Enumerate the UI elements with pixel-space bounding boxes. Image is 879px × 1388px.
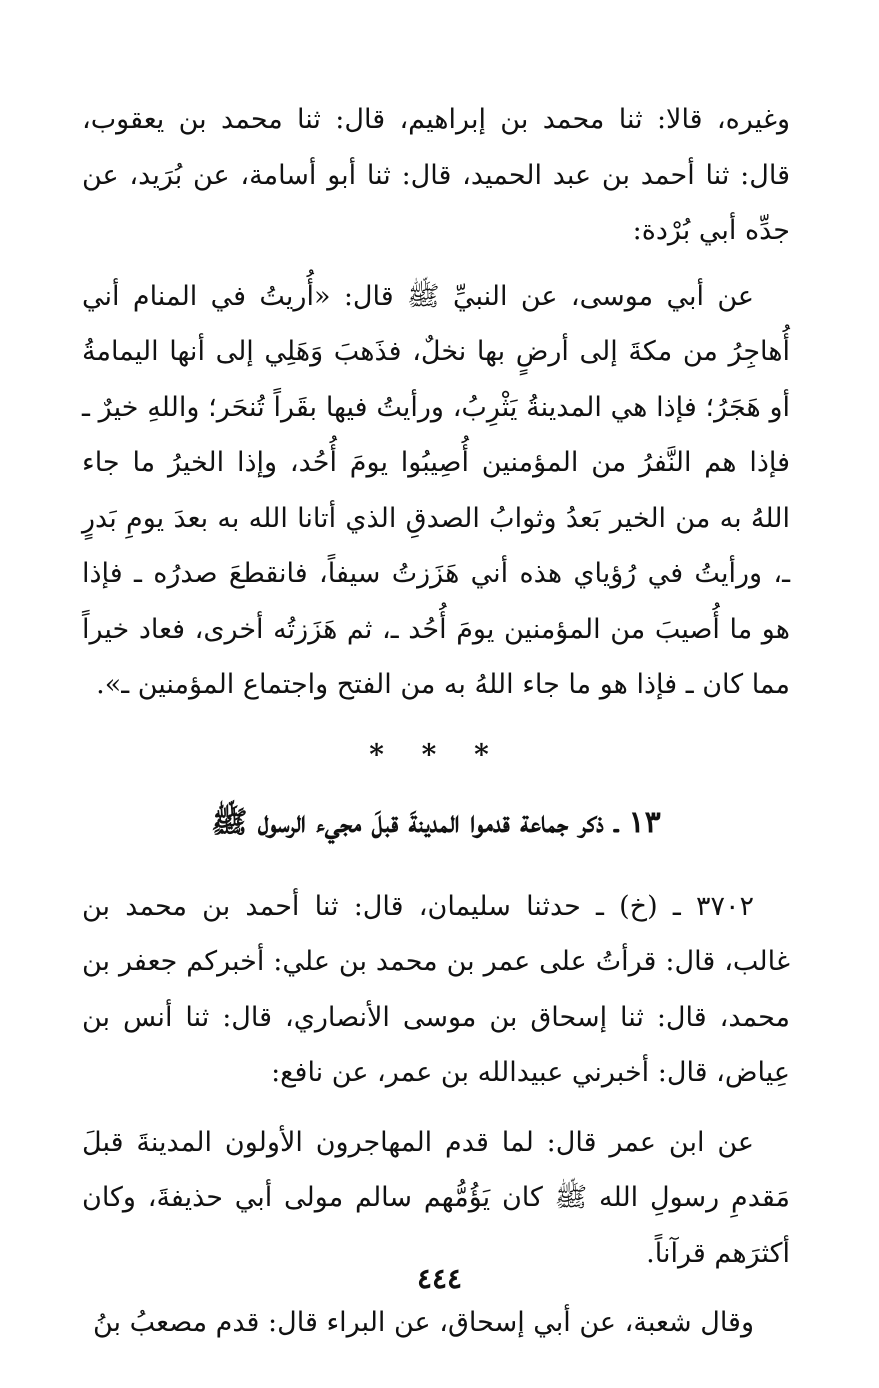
hadith-text-paragraph: عن أبي موسى، عن النبيِّ ﷺ قال: «أُريتُ في المنام أني أُهاجِرُ من مكةَ إلى أرضٍ بها نخلٌ، فذَهبَ وَهَلِي إلى أنها اليمامةُ أو هَجَرُ؛ فإذا هي المدينةُ يَثْرِبُ، ورأيتُ فيها بقَراً تُنحَر؛ واللهِ خيرٌ ـ فإذا هم النَّفرُ من المؤمنين أُصِيبُوا يومَ أُحُد، وإذا الخيرُ ما جاء اللهُ به من الخير بَعدُ وثوابُ الصدقِ الذي أتانا الله به بعدَ يومِ بَدرٍ ـ، ورأيتُ في رُؤياي هذه أني هَزَزتُ سيفاً، فانقطعَ صدرُه ـ فإذا هو ما أُصيبَ من المؤمنين يومَ أُحُد ـ، ثم هَزَزتُه أخرى، فعاد خيراً مما كان ـ فإذا هو ما جاء اللهُ به من الفتح واجتماع المؤمنين ـ». [82, 280, 790, 700]
hadith-matn-paragraph: عن ابن عمر قال: لما قدم المهاجرون الأولون المدينةَ قبلَ مَقدمِ رسولِ الله ﷺ كان يَؤُمُّهم سالم مولى أبي حذيفةَ، وكان أكثرَهم قرآناً. [82, 1126, 790, 1269]
page-body [82, 92, 790, 1351]
next-narration-paragraph: وقال شعبة، عن أبي إسحاق، عن البراء قال: قدم مصعبُ بنُ [93, 1307, 754, 1338]
page-number: ٤٤٤ [416, 1262, 463, 1295]
section-heading: ١٣ ـ ذكر جماعة قدموا المدينةَ قبلَ مجيء الرسول ﷺ [211, 804, 661, 840]
section-separator: * * * [369, 737, 503, 771]
isnad-continuation-paragraph: وغيره، قالا: ثنا محمد بن إبراهيم، قال: ثنا محمد بن يعقوب، قال: ثنا أحمد بن عبد الحميد، قال: ثنا أبو أسامة، عن بُرَيد، عن جدِّه أبي بُرْدة: [82, 104, 790, 246]
hadith-number-isnad-paragraph: ٣٧٠٢ ـ (خ) ـ حدثنا سليمان، قال: ثنا أحمد بن محمد بن غالب، قال: قرأتُ على عمر بن محمد بن علي: أخبركم جعفر بن محمد، قال: ثنا إسحاق بن موسى الأنصاري، قال: ثنا أنس بن عِياض، قال: أخبرني عبيدالله بن عمر، عن نافع: [82, 890, 790, 1088]
